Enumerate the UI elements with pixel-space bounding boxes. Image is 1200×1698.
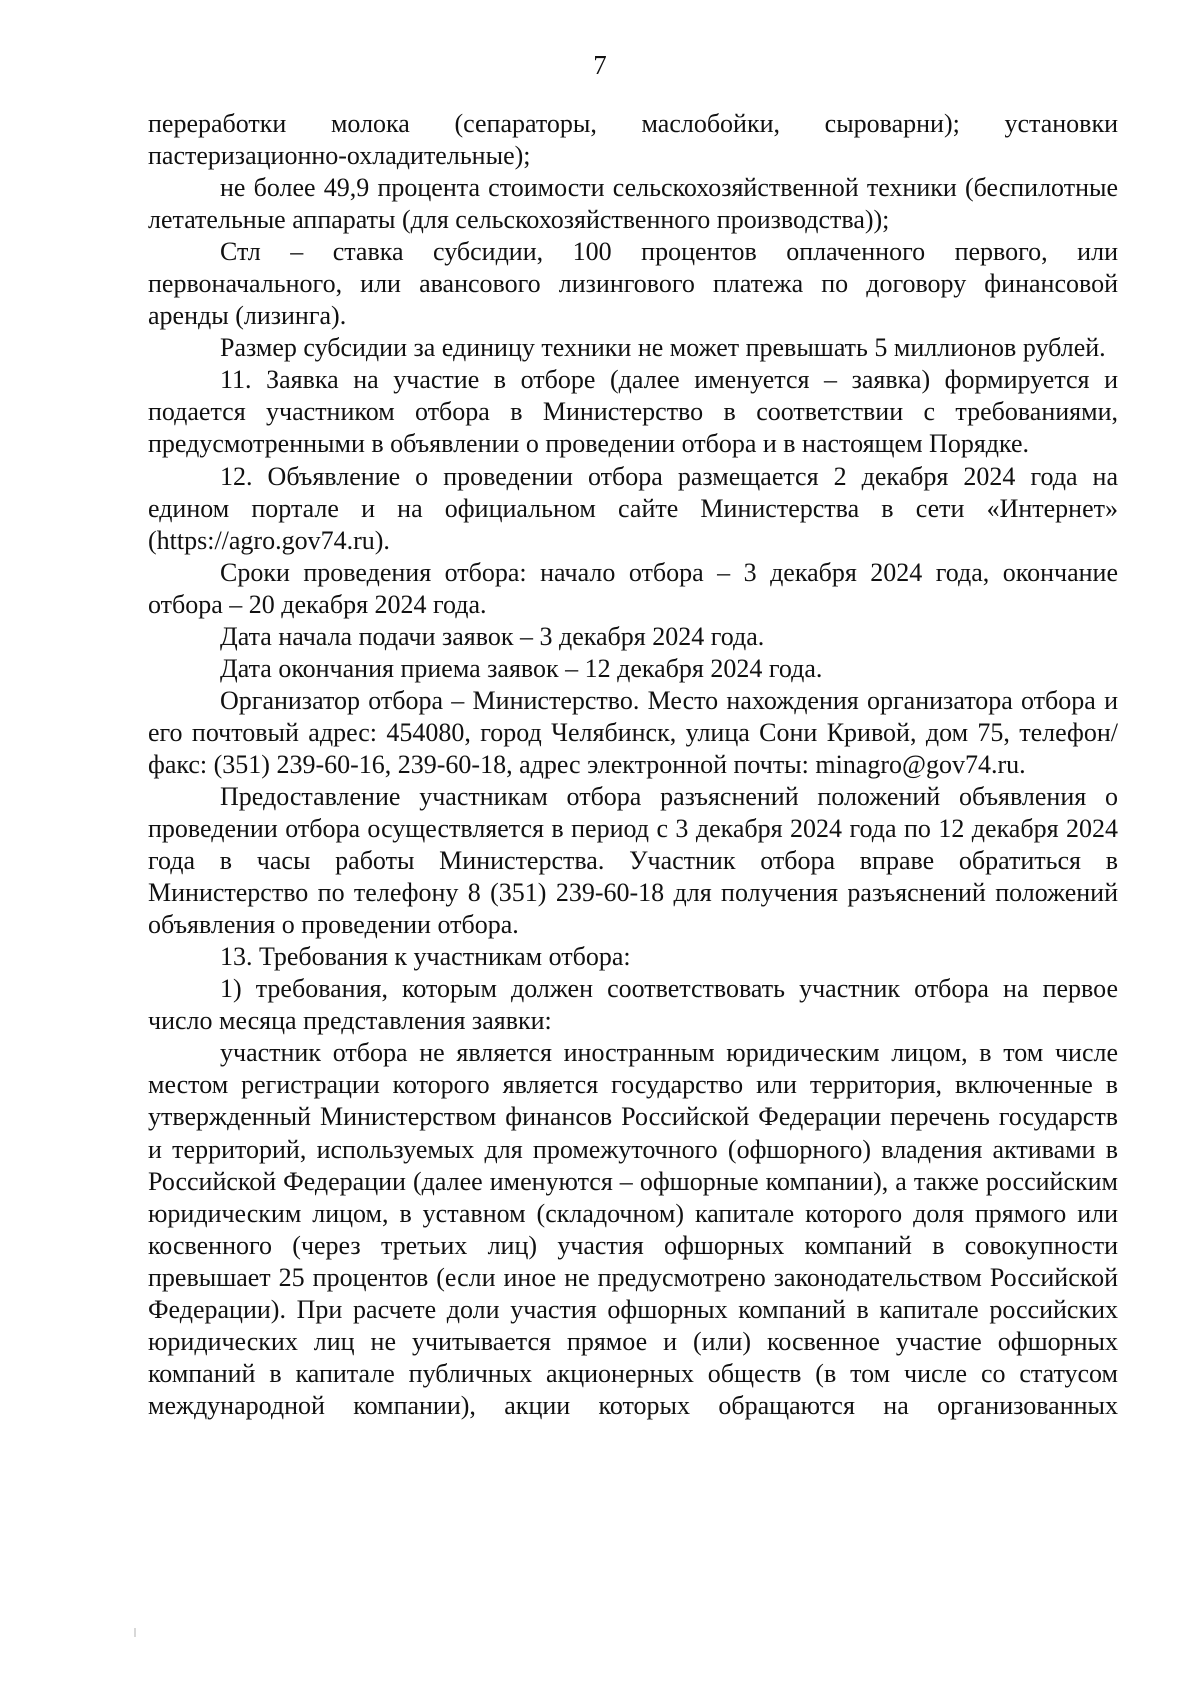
paragraph: Сроки проведения отбора: начало отбора – 3 декабря 2024 года, окончание отбора – 20 декабря 2024 года.: [148, 557, 1118, 619]
paragraph: переработки молока (сепараторы, маслобойки, сыроварни); установки пастеризационно-охладительные);: [148, 109, 1118, 171]
page-number: 7: [593, 50, 607, 80]
paragraph: 13. Требования к участникам отбора:: [220, 942, 631, 972]
paragraph: Размер субсидии за единицу техники не может превышать 5 миллионов рублей.: [220, 333, 1106, 363]
paragraph: Организатор отбора – Министерство. Место нахождения организатора отбора и его почтовый адрес: 454080, город Челябинск, улица Сони Кривой, дом 75, телефон/факс: (351) 239-60-16, 239-60-18, адрес электронной почты: minagro@gov74.ru.: [148, 685, 1118, 779]
paragraph: Стл – ставка субсидии, 100 процентов оплаченного первого, или первоначального, или авансового лизингового платежа по договору финансовой аренды (лизинга).: [148, 237, 1118, 331]
paragraph: участник отбора не является иностранным юридическим лицом, в том числе местом регистрации которого является государство или территория, включенные в утвержденный Министерством финансов Российской Федерации перечень государств и территорий, используемых для промежуточного (офшорного) владения активами в Российской Федерации (далее именуются – офшорные компании), а также российским юридическим лицом, в уставном (складочном) капитале которого доля прямого или косвенного (через третьих лиц) участия офшорных компаний в совокупности превышает 25 процентов (если иное не предусмотрено законодательством Российской Федерации). При расчете доли участия офшорных компаний в капитале российских юридических лиц не учитывается прямое и (или) косвенное участие офшорных компаний в капитале публичных акционерных обществ (в том числе со статусом международной компании), акции которых обращаются на организованных: [148, 1038, 1118, 1420]
paragraph: Предоставление участникам отбора разъяснений положений объявления о проведении отбора осуществляется в период с 3 декабря 2024 года по 12 декабря 2024 года в часы работы Министерства. Участник отбора вправе обратиться в Министерство по телефону 8 (351) 239-60-18 для получения разъяснений положений объявления о проведении отбора.: [148, 781, 1118, 940]
paragraph: Дата окончания приема заявок – 12 декабря 2024 года.: [220, 653, 823, 683]
document-body: [148, 108, 1118, 1422]
paragraph: не более 49,9 процента стоимости сельскохозяйственной техники (беспилотные летательные аппараты (для сельскохозяйственного производства));: [148, 173, 1118, 235]
paragraph: 11. Заявка на участие в отборе (далее именуется – заявка) формируется и подается участником отбора в Министерство в соответствии с требованиями, предусмотренными в объявлении о проведении отбора и в настоящем Порядке.: [148, 365, 1118, 459]
scan-mark: [134, 1628, 136, 1637]
paragraph: 12. Объявление о проведении отбора размещается 2 декабря 2024 года на едином портале и на официальном сайте Министерства в сети «Интернет» (https://agro.gov74.ru).: [148, 461, 1118, 555]
paragraph: 1) требования, которым должен соответствовать участник отбора на первое число месяца представления заявки:: [148, 974, 1118, 1036]
paragraph: Дата начала подачи заявок – 3 декабря 2024 года.: [220, 621, 765, 651]
